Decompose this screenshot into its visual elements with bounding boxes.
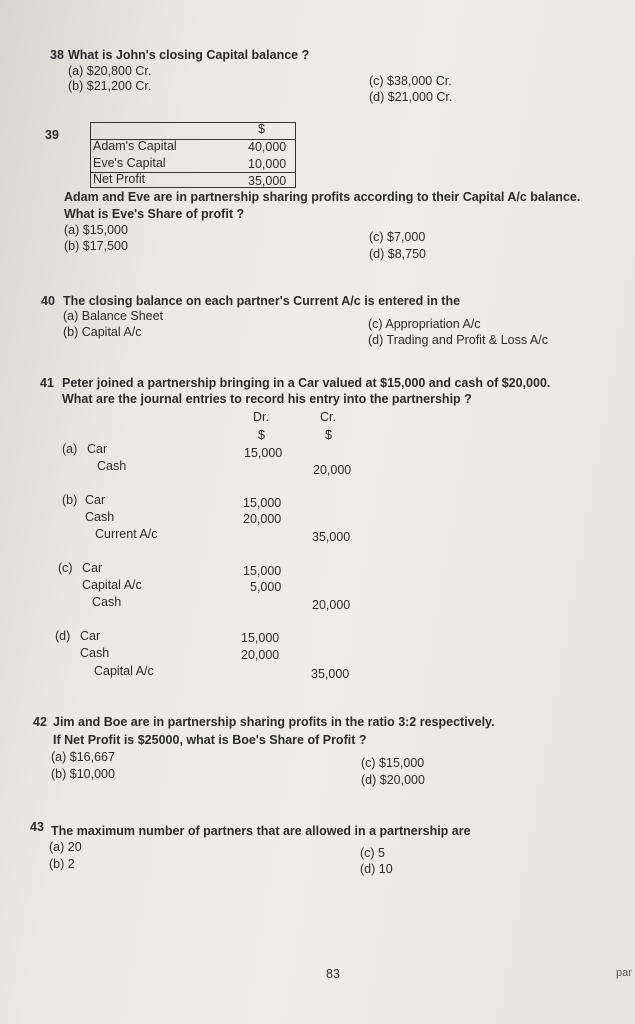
q41-question-line1: Peter joined a partnership bringing in a Car valued at $15,000 and cash of $20,000. bbox=[62, 376, 551, 390]
q40-number: 40 bbox=[41, 294, 55, 308]
q41-d-dr: 20,000 bbox=[241, 648, 280, 662]
q39-number: 39 bbox=[45, 128, 59, 142]
q38-question: What is John's closing Capital balance ? bbox=[68, 48, 310, 62]
q40-option-b: (b) Capital A/c bbox=[63, 325, 142, 339]
q39-row-label: Net Profit bbox=[93, 172, 146, 186]
q41-dr-currency: $ bbox=[258, 428, 265, 442]
q39-option-c: (c) $7,000 bbox=[369, 230, 426, 244]
q38-option-b: (b) $21,200 Cr. bbox=[68, 79, 152, 93]
q41-cr-header: Cr. bbox=[320, 410, 336, 424]
page-number: 83 bbox=[326, 967, 340, 981]
q41-d-line: Car bbox=[80, 629, 101, 643]
q41-dr-header: Dr. bbox=[253, 410, 269, 424]
q41-b-line: Cash bbox=[85, 510, 115, 524]
q42-option-b: (b) $10,000 bbox=[51, 767, 115, 781]
q41-d-line: Capital A/c bbox=[94, 664, 154, 678]
q40-question: The closing balance on each partner's Current A/c is entered in the bbox=[63, 294, 461, 308]
q42-question-line1: Jim and Boe are in partnership sharing profits in the ratio 3:2 respectively. bbox=[53, 715, 495, 729]
q41-a-line: Car bbox=[87, 442, 108, 456]
q41-d-line: Cash bbox=[80, 646, 110, 660]
q41-b-cr: 35,000 bbox=[312, 530, 351, 544]
q40-option-a: (a) Balance Sheet bbox=[63, 309, 164, 323]
q41-number: 41 bbox=[40, 376, 54, 390]
q39-option-a: (a) $15,000 bbox=[64, 223, 128, 237]
q43-number: 43 bbox=[30, 820, 44, 834]
q40-option-c: (c) Appropriation A/c bbox=[368, 317, 481, 331]
q39-option-d: (d) $8,750 bbox=[369, 247, 426, 261]
q40-option-d: (d) Trading and Profit & Loss A/c bbox=[368, 333, 548, 347]
q38-option-c: (c) $38,000 Cr. bbox=[369, 74, 452, 88]
q42-option-d: (d) $20,000 bbox=[361, 773, 425, 787]
q41-cr-currency: $ bbox=[325, 428, 332, 442]
q41-a-cr: 20,000 bbox=[313, 463, 352, 477]
q43-option-a: (a) 20 bbox=[49, 840, 82, 854]
q39-table-currency: $ bbox=[258, 122, 265, 136]
q41-b-line: Car bbox=[85, 493, 106, 507]
q41-question-line2: What are the journal entries to record his entry into the partnership ? bbox=[62, 392, 472, 406]
q41-c-line: Cash bbox=[92, 595, 122, 609]
q38-option-a: (a) $20,800 Cr. bbox=[68, 64, 152, 78]
q41-option-d-tag: (d) bbox=[55, 629, 71, 643]
q39-row-value: 40,000 bbox=[248, 140, 287, 154]
q43-option-c: (c) 5 bbox=[360, 846, 385, 860]
q41-a-dr: 15,000 bbox=[244, 446, 283, 460]
q39-row-value: 10,000 bbox=[248, 157, 287, 171]
q41-d-cr: 35,000 bbox=[311, 667, 350, 681]
q39-row-label: Eve's Capital bbox=[93, 156, 166, 170]
q41-c-line: Capital A/c bbox=[82, 578, 142, 592]
q41-a-line: Cash bbox=[97, 459, 127, 473]
q43-question: The maximum number of partners that are allowed in a partnership are bbox=[51, 824, 471, 838]
q42-number: 42 bbox=[33, 715, 47, 729]
q41-c-line: Car bbox=[82, 561, 103, 575]
q39-option-b: (b) $17,500 bbox=[64, 239, 128, 253]
q41-option-a-tag: (a) bbox=[62, 442, 78, 456]
q41-c-dr: 15,000 bbox=[243, 564, 282, 578]
q38-number: 38 bbox=[50, 48, 64, 62]
q41-option-c-tag: (c) bbox=[58, 561, 73, 575]
q38-option-d: (d) $21,000 Cr. bbox=[369, 90, 453, 104]
q41-b-dr: 15,000 bbox=[243, 496, 282, 510]
q39-question: What is Eve's Share of profit ? bbox=[64, 207, 245, 221]
q42-option-a: (a) $16,667 bbox=[51, 750, 115, 764]
q41-c-cr: 20,000 bbox=[312, 598, 351, 612]
q42-option-c: (c) $15,000 bbox=[361, 756, 425, 770]
edge-text: par bbox=[616, 967, 632, 979]
q39-statement: Adam and Eve are in partnership sharing profits according to their Capital A/c balance. bbox=[64, 190, 581, 204]
q39-row-value: 35,000 bbox=[248, 174, 287, 188]
q41-option-b-tag: (b) bbox=[62, 493, 78, 507]
q41-d-dr: 15,000 bbox=[241, 631, 280, 645]
q42-question-line2: If Net Profit is $25000, what is Boe's Share of Profit ? bbox=[53, 733, 367, 747]
q41-b-dr: 20,000 bbox=[243, 512, 282, 526]
q41-c-dr: 5,000 bbox=[250, 580, 282, 594]
q39-row-label: Adam's Capital bbox=[93, 139, 177, 153]
q43-option-b: (b) 2 bbox=[49, 857, 75, 871]
q43-option-d: (d) 10 bbox=[360, 862, 393, 876]
q41-b-line: Current A/c bbox=[95, 527, 158, 541]
